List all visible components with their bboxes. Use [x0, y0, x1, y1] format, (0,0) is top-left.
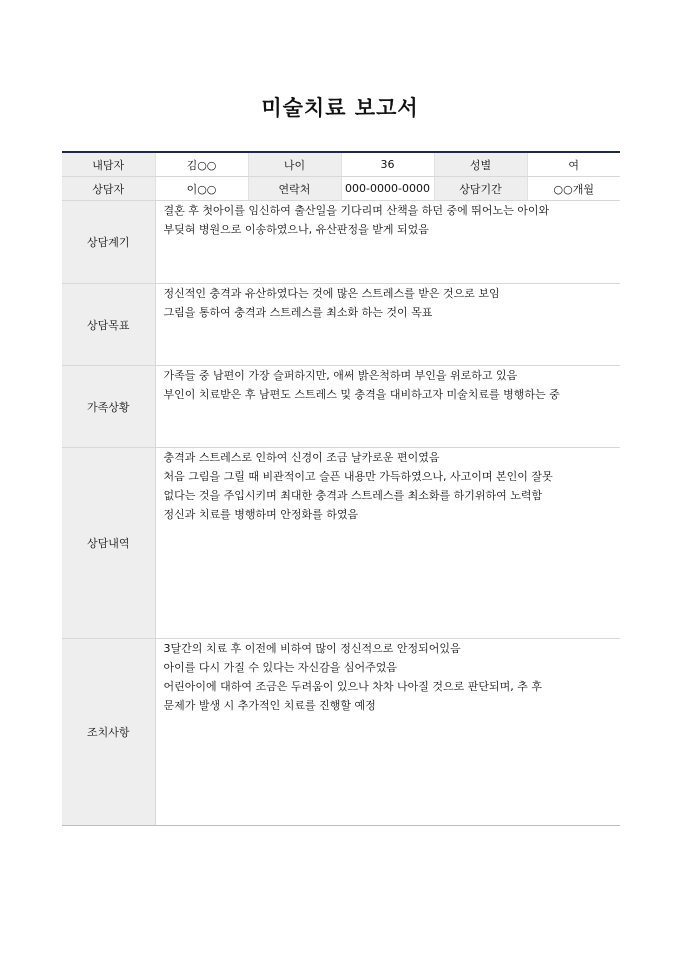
- section-family-situation: [62, 366, 620, 448]
- counselor-label: 상담자: [62, 177, 155, 201]
- section-label-counseling-details: 상담내역: [62, 448, 155, 639]
- counselee-label: 내담자: [62, 152, 155, 177]
- section-action-items: [62, 639, 620, 826]
- content-line: 그림을 통하여 충격과 스트레스를 최소화 하는 것이 목표: [163, 306, 433, 319]
- age-label: 나이: [248, 152, 341, 177]
- info-row-1: [62, 152, 620, 177]
- section-counseling-reason: [62, 201, 620, 284]
- content-line: 문제가 발생 시 추가적인 치료를 진행할 예정: [163, 699, 376, 712]
- info-row-2: [62, 177, 620, 201]
- contact-value: 000-0000-0000: [341, 177, 434, 201]
- counselor-value: 이○○: [155, 177, 248, 201]
- section-content-counseling-details: [155, 448, 620, 639]
- section-label-counseling-reason: 상담계기: [62, 201, 155, 284]
- section-counseling-details: [62, 448, 620, 639]
- content-line: 어린아이에 대하여 조금은 두려움이 있으나 차차 나아질 것으로 판단되며, 추 후: [163, 680, 542, 693]
- age-value: 36: [341, 152, 434, 177]
- counselee-value: 김○○: [155, 152, 248, 177]
- section-label-family-situation: 가족상황: [62, 366, 155, 448]
- content-line: 처음 그림을 그릴 때 비관적이고 슬픈 내용만 가득하였으나, 사고이며 본인이 잘못: [163, 470, 553, 483]
- content-line: 부인이 치료받은 후 남편도 스트레스 및 충격을 대비하고자 미술치료를 병행하는 중: [163, 388, 560, 401]
- report-title: 미술치료 보고서: [261, 96, 419, 120]
- section-label-action-items: 조치사항: [62, 639, 155, 826]
- content-line: 정신과 치료를 병행하며 안정화를 하였음: [163, 508, 359, 521]
- section-label-counseling-goal: 상담목표: [62, 284, 155, 366]
- section-content-family-situation: [155, 366, 620, 448]
- period-value: ○○개월: [527, 177, 620, 201]
- contact-label: 연락처: [248, 177, 341, 201]
- period-label: 상담기간: [434, 177, 527, 201]
- content-line: 결혼 후 첫아이를 임신하여 출산일을 기다리며 산책을 하던 중에 뛰어노는 아이와: [163, 204, 550, 217]
- report-table: [62, 151, 620, 826]
- content-line: 3달간의 치료 후 이전에 비하여 많이 정신적으로 안정되어있음: [163, 642, 461, 655]
- content-line: 정신적인 충격과 유산하였다는 것에 많은 스트레스를 받은 것으로 보임: [163, 287, 500, 300]
- section-content-counseling-goal: [155, 284, 620, 366]
- content-line: 없다는 것을 주입시키며 최대한 충격과 스트레스를 최소화를 하기위하여 노력함: [163, 489, 543, 502]
- section-content-action-items: [155, 639, 620, 826]
- content-line: 가족들 중 남편이 가장 슬퍼하지만, 애써 밝은척하며 부인을 위로하고 있음: [163, 369, 518, 382]
- content-line: 부딪혀 병원으로 이송하였으나, 유산판정을 받게 되었음: [163, 223, 429, 236]
- section-content-counseling-reason: [155, 201, 620, 284]
- section-counseling-goal: [62, 284, 620, 366]
- content-line: 충격과 스트레스로 인하여 신경이 조금 날카로운 편이였음: [163, 451, 440, 464]
- gender-label: 성별: [434, 152, 527, 177]
- gender-value: 여: [527, 152, 620, 177]
- content-line: 아이를 다시 가질 수 있다는 자신감을 심어주었음: [163, 661, 397, 674]
